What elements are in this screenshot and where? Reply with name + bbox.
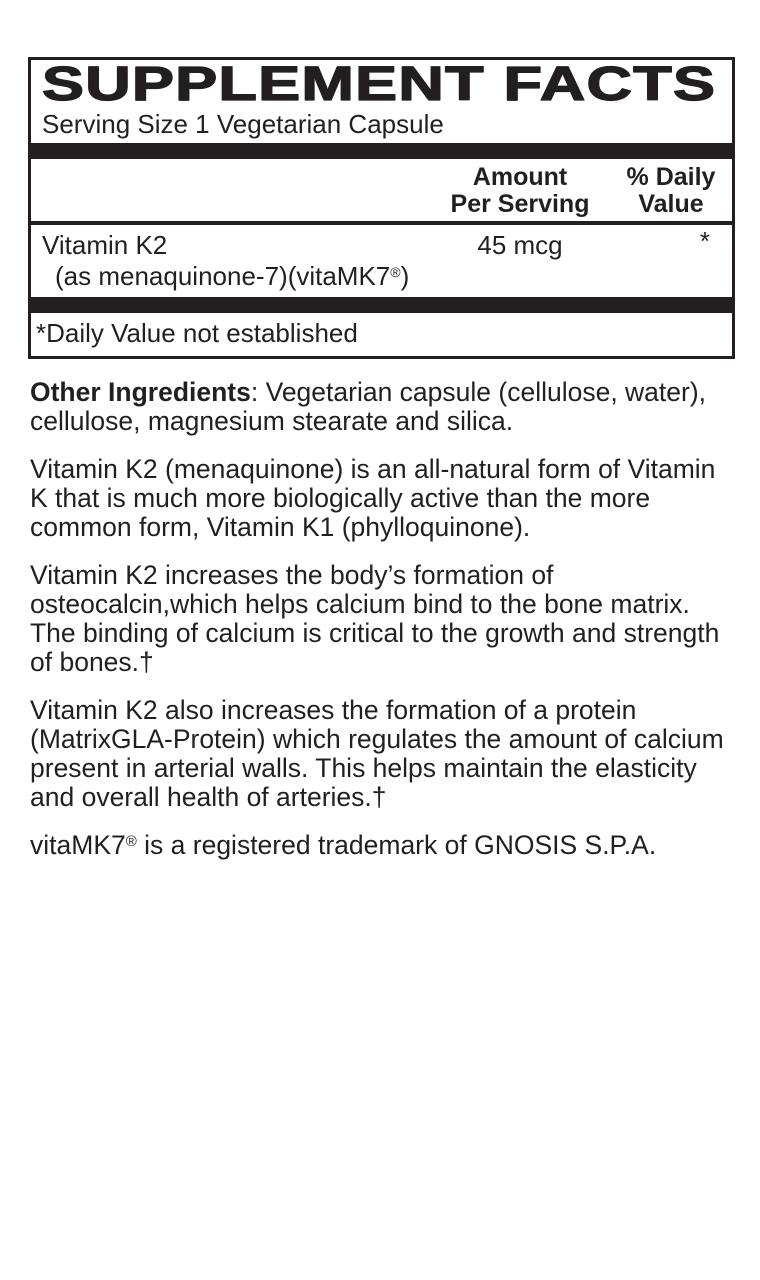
registered-trademark-symbol: ® bbox=[390, 264, 401, 280]
label-body-text bbox=[30, 378, 745, 879]
paragraph-line: common form, Vitamin K1 (phylloquinone). bbox=[30, 512, 531, 542]
column-header-amount-line2: Per Serving bbox=[450, 190, 590, 218]
ingredient-detail-text: (as menaquinone-7)(vitaMK7 bbox=[55, 261, 391, 291]
trademark-paragraph bbox=[30, 831, 745, 860]
other-ingredients-paragraph bbox=[30, 378, 745, 436]
paragraph-line: Vitamin K2 (menaquinone) is an all-natural form of Vitamin bbox=[30, 454, 716, 484]
trademark-rest: is a registered trademark of GNOSIS S.P.A. bbox=[136, 830, 657, 860]
paragraph-line: (MatrixGLA-Protein) which regulates the amount of calcium bbox=[30, 724, 724, 754]
paragraph-line bbox=[30, 831, 745, 860]
ingredient-amount: 45 mcg bbox=[477, 230, 563, 260]
daily-value-footnote: *Daily Value not established bbox=[36, 318, 358, 348]
paragraph-line: present in arterial walls. This helps maintain the elasticity bbox=[30, 753, 697, 783]
vitamin-k2-form-paragraph bbox=[30, 455, 745, 542]
osteocalcin-paragraph bbox=[30, 561, 745, 677]
header-rule bbox=[31, 221, 732, 225]
paragraph-line: and overall health of arteries.† bbox=[30, 782, 387, 812]
column-header-amount-per-serving bbox=[451, 164, 590, 218]
thick-divider-bar-bottom bbox=[31, 297, 732, 313]
column-header-percent-daily-value bbox=[627, 164, 716, 218]
paragraph-line: of bones.† bbox=[30, 647, 154, 677]
panel-title: SUPPLEMENT FACTS bbox=[42, 58, 717, 111]
other-ingredients-rest: : Vegetarian capsule (cellulose, water), bbox=[250, 377, 707, 407]
paragraph-line: osteocalcin,which helps calcium bind to the bone matrix. bbox=[30, 589, 690, 619]
paragraph-line: cellulose, magnesium stearate and silica. bbox=[30, 406, 514, 436]
thick-divider-bar-top bbox=[31, 143, 732, 159]
paragraph-line: K that is much more biologically active than the more bbox=[30, 483, 651, 513]
paragraph-line: Vitamin K2 increases the body’s formation of bbox=[30, 560, 554, 590]
column-header-daily-line2: Value bbox=[638, 190, 704, 218]
paragraph-line: The binding of calcium is critical to the growth and strength bbox=[30, 618, 720, 648]
other-ingredients-label: Other Ingredients bbox=[30, 377, 251, 407]
trademark-name: vitaMK7 bbox=[30, 830, 126, 860]
registered-trademark-symbol: ® bbox=[125, 833, 137, 850]
ingredient-name: Vitamin K2 bbox=[42, 230, 168, 260]
column-header-daily-line1: % Daily bbox=[626, 163, 716, 191]
matrix-gla-paragraph bbox=[30, 696, 745, 812]
paragraph-line bbox=[30, 378, 745, 407]
ingredient-daily-value-asterisk: * bbox=[699, 226, 710, 256]
paragraph-line: Vitamin K2 also increases the formation of a protein bbox=[30, 695, 637, 725]
supplement-facts-panel bbox=[28, 57, 735, 359]
ingredient-detail-close: ) bbox=[400, 261, 410, 291]
column-header-amount-line1: Amount bbox=[472, 163, 568, 191]
serving-size-text: Serving Size 1 Vegetarian Capsule bbox=[42, 109, 444, 139]
ingredient-detail bbox=[55, 261, 409, 291]
